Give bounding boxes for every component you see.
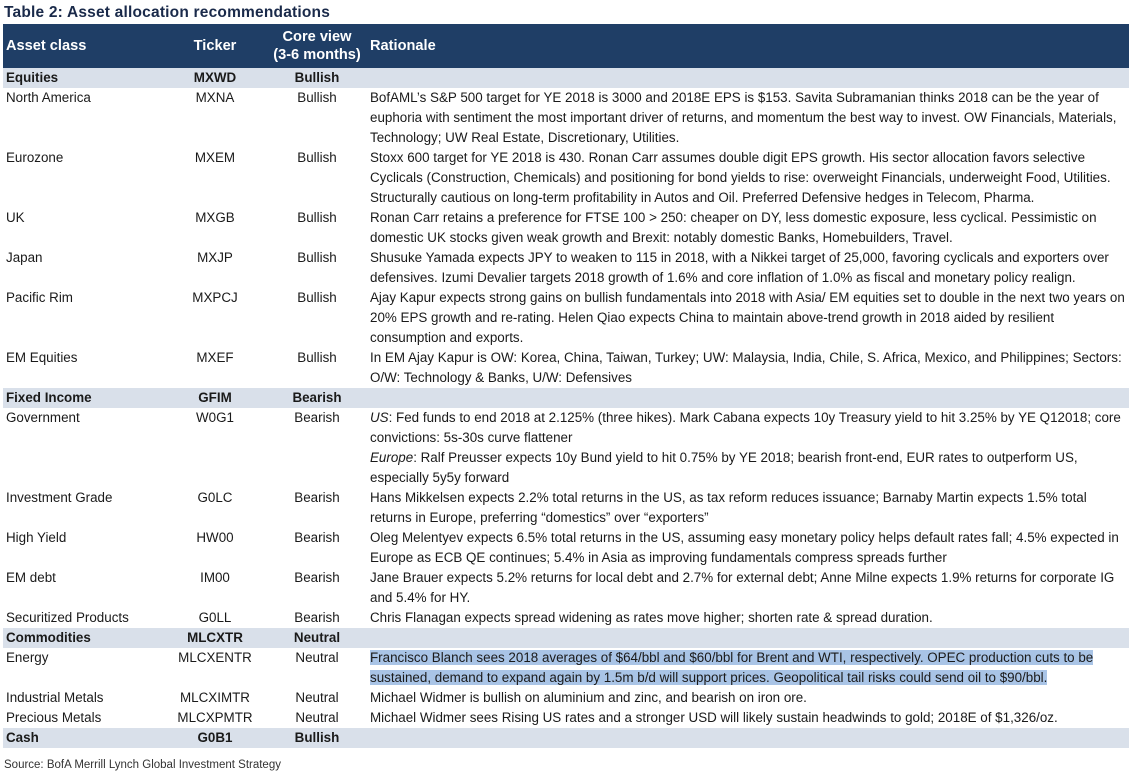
asset-ticker: MXJP bbox=[197, 250, 233, 265]
asset-ticker: MXEM bbox=[194, 150, 236, 165]
table-title: Table 2: Asset allocation recommendations bbox=[4, 4, 331, 21]
asset-name: Energy bbox=[6, 650, 49, 665]
table-header-row bbox=[3, 24, 1129, 68]
section-name: Cash bbox=[3, 728, 163, 748]
section-rationale-empty bbox=[367, 388, 1129, 408]
asset-view: Neutral bbox=[295, 650, 339, 665]
section-view: Neutral bbox=[267, 628, 367, 648]
asset-name: Precious Metals bbox=[6, 710, 102, 725]
asset-ticker: HW00 bbox=[196, 530, 234, 545]
asset-ticker: G0LL bbox=[198, 610, 232, 625]
asset-rationale: Oleg Melentyev expects 6.5% total returns in the US, assuming easy monetary policy helps default rates fall; 4.5% expected in Europe as ECB QE continues; 5.4% in Asia as improving fundamentals compress spreads further bbox=[370, 530, 1119, 565]
section-view: Bullish bbox=[267, 728, 367, 748]
asset-ticker: W0G1 bbox=[196, 410, 234, 425]
table-row bbox=[3, 408, 1129, 488]
asset-rationale: Stoxx 600 target for YE 2018 is 430. Ronan Carr assumes double digit EPS growth. His sector allocation favors selective Cyclicals (Construction, Chemicals) and positioning for bond yields to rise: overweight Financials, underweight Food, Utilities. Structurally cautious on long-term profitability in Autos and Oil. Preferred Defensive hedges in Telecom, Pharma. bbox=[370, 150, 1111, 205]
section-row-commodities bbox=[3, 628, 1129, 648]
asset-view: Bearish bbox=[294, 610, 340, 625]
section-name: Equities bbox=[3, 68, 163, 88]
asset-ticker: MXGB bbox=[195, 210, 235, 225]
asset-view: Neutral bbox=[295, 710, 339, 725]
asset-view: Bullish bbox=[297, 150, 337, 165]
asset-rationale: Michael Widmer is bullish on aluminium and zinc, and bearish on iron ore. bbox=[370, 690, 807, 705]
table-row bbox=[3, 208, 1129, 248]
rationale-europe-label: Europe bbox=[370, 450, 414, 465]
asset-rationale: Ajay Kapur expects strong gains on bullish fundamentals into 2018 with Asia/ EM equities set to double in the next two years on 20% EPS growth and re-rating. Helen Qiao expects China to maintain above-trend growth in 2018 aided by resilient consumption and exports. bbox=[370, 290, 1125, 345]
asset-ticker: G0LC bbox=[197, 490, 233, 505]
rationale-us-text: : Fed funds to end 2018 at 2.125% (three hikes). Mark Cabana expects 10y Treasury yield to hit 3.25% by YE Q12018; core convictions: 5s-30s curve flattener bbox=[370, 410, 1121, 445]
asset-rationale: Hans Mikkelsen expects 2.2% total returns in the US, as tax reform reduces issuance; Barnaby Martin expects 1.5% total returns in Europe, preferring “domestics” over “exporters” bbox=[370, 490, 1087, 525]
section-ticker: G0B1 bbox=[163, 728, 267, 748]
table-row bbox=[3, 608, 1129, 628]
asset-allocation-table bbox=[3, 24, 1129, 748]
table-row bbox=[3, 708, 1129, 728]
rationale-us-label: US bbox=[370, 410, 389, 425]
table-row bbox=[3, 568, 1129, 608]
asset-name: UK bbox=[6, 210, 25, 225]
table-row bbox=[3, 248, 1129, 288]
asset-name: Eurozone bbox=[6, 150, 64, 165]
asset-view: Bullish bbox=[297, 250, 337, 265]
asset-view: Bullish bbox=[297, 210, 337, 225]
asset-rationale bbox=[367, 408, 1129, 488]
asset-ticker: MXNA bbox=[195, 90, 235, 105]
header-core-view-line2: (3-6 months) bbox=[273, 47, 361, 63]
asset-view: Bullish bbox=[297, 350, 337, 365]
asset-view: Neutral bbox=[295, 690, 339, 705]
section-rationale-empty bbox=[367, 628, 1129, 648]
asset-rationale: BofAML’s S&P 500 target for YE 2018 is 3000 and 2018E EPS is $153. Savita Subramanian thinks 2018 can be the year of euphoria with sentiment the most important driver of returns, and momentum the best way to invest. OW Financials, Materials, Technology; UW Real Estate, Discretionary, Utilities. bbox=[370, 90, 1117, 145]
asset-rationale: Jane Brauer expects 5.2% returns for local debt and 2.7% for external debt; Anne Milne expects 1.9% returns for corporate IG and 5.4% for HY. bbox=[370, 570, 1115, 605]
asset-rationale-highlighted[interactable] bbox=[367, 648, 1129, 688]
asset-name: Investment Grade bbox=[6, 490, 113, 505]
section-ticker: MXWD bbox=[163, 68, 267, 88]
section-row-cash bbox=[3, 728, 1129, 748]
asset-view: Bullish bbox=[297, 90, 337, 105]
rationale-europe-text: : Ralf Preusser expects 10y Bund yield to hit 0.75% by YE 2018; bearish front-end, EUR rates to outperform US, especially 5y5y forward bbox=[370, 450, 1078, 485]
asset-name: EM debt bbox=[6, 570, 56, 585]
table-row bbox=[3, 528, 1129, 568]
asset-rationale: Chris Flanagan expects spread widening as rates move higher; shorten rate & spread duration. bbox=[370, 610, 933, 625]
section-rationale-empty bbox=[367, 68, 1129, 88]
section-name: Commodities bbox=[3, 628, 163, 648]
asset-ticker: MLCXPMTR bbox=[177, 710, 253, 725]
table-row bbox=[3, 648, 1129, 688]
asset-view: Bearish bbox=[294, 570, 340, 585]
header-ticker: Ticker bbox=[163, 24, 267, 68]
asset-view: Bullish bbox=[297, 290, 337, 305]
asset-name: Securitized Products bbox=[6, 610, 129, 625]
asset-view: Bearish bbox=[294, 490, 340, 505]
selected-text[interactable]: Francisco Blanch sees 2018 averages of $64/bbl and $60/bbl for Brent and WTI, respectively. OPEC production cuts to be sustained, demand to expand again by 1.5m b/d will support prices. Geopolitical tail risks could send oil to $90/bbl. bbox=[370, 650, 1094, 685]
asset-name: North America bbox=[6, 90, 91, 105]
asset-ticker: MXEF bbox=[196, 350, 234, 365]
asset-ticker: MXPCJ bbox=[192, 290, 238, 305]
asset-rationale: In EM Ajay Kapur is OW: Korea, China, Taiwan, Turkey; UW: Malaysia, India, Chile, S. Africa, Mexico, and Philippines; Sectors: O/W: Technology & Banks, U/W: Defensives bbox=[370, 350, 1122, 385]
asset-name: EM Equities bbox=[6, 350, 78, 365]
asset-view: Bearish bbox=[294, 410, 340, 425]
asset-rationale: Shusuke Yamada expects JPY to weaken to 115 in 2018, with a Nikkei target of 25,000, favoring cyclicals and exporters over defensives. Izumi Devalier targets 2018 growth of 1.6% and core inflation of 1.0% as fiscal and monetary policy realign. bbox=[370, 250, 1109, 285]
asset-name: Japan bbox=[6, 250, 43, 265]
header-core-view-line1: Core view bbox=[282, 29, 352, 45]
header-asset-class: Asset class bbox=[3, 24, 163, 68]
section-ticker: GFIM bbox=[163, 388, 267, 408]
section-view: Bearish bbox=[267, 388, 367, 408]
header-core-view bbox=[267, 24, 367, 68]
asset-name: Industrial Metals bbox=[6, 690, 104, 705]
section-row-equities bbox=[3, 68, 1129, 88]
asset-ticker: IM00 bbox=[200, 570, 230, 585]
header-rationale: Rationale bbox=[367, 24, 1129, 68]
asset-name: High Yield bbox=[6, 530, 67, 545]
section-ticker: MLCXTR bbox=[163, 628, 267, 648]
asset-ticker: MLCXIMTR bbox=[180, 690, 250, 705]
source-note: Source: BofA Merrill Lynch Global Investment Strategy bbox=[4, 759, 281, 771]
section-row-fixed-income bbox=[3, 388, 1129, 408]
asset-name: Government bbox=[6, 410, 80, 425]
table-row bbox=[3, 488, 1129, 528]
section-rationale-empty bbox=[367, 728, 1129, 748]
asset-rationale: Michael Widmer sees Rising US rates and a stronger USD will likely sustain headwinds to gold; 2018E of $1,326/oz. bbox=[370, 710, 1058, 725]
table-row bbox=[3, 348, 1129, 388]
asset-view: Bearish bbox=[294, 530, 340, 545]
table-row bbox=[3, 88, 1129, 148]
table-row bbox=[3, 148, 1129, 208]
table-row bbox=[3, 288, 1129, 348]
asset-rationale: Ronan Carr retains a preference for FTSE 100 > 250: cheaper on DY, less domestic exposure, less cyclical. Pessimistic on domestic UK stocks given weak growth and Brexit: notably domestic Banks, Homebuilders, Travel. bbox=[370, 210, 1097, 245]
section-name: Fixed Income bbox=[3, 388, 163, 408]
asset-ticker: MLCXENTR bbox=[178, 650, 252, 665]
table-row bbox=[3, 688, 1129, 708]
section-view: Bullish bbox=[267, 68, 367, 88]
asset-name: Pacific Rim bbox=[6, 290, 73, 305]
